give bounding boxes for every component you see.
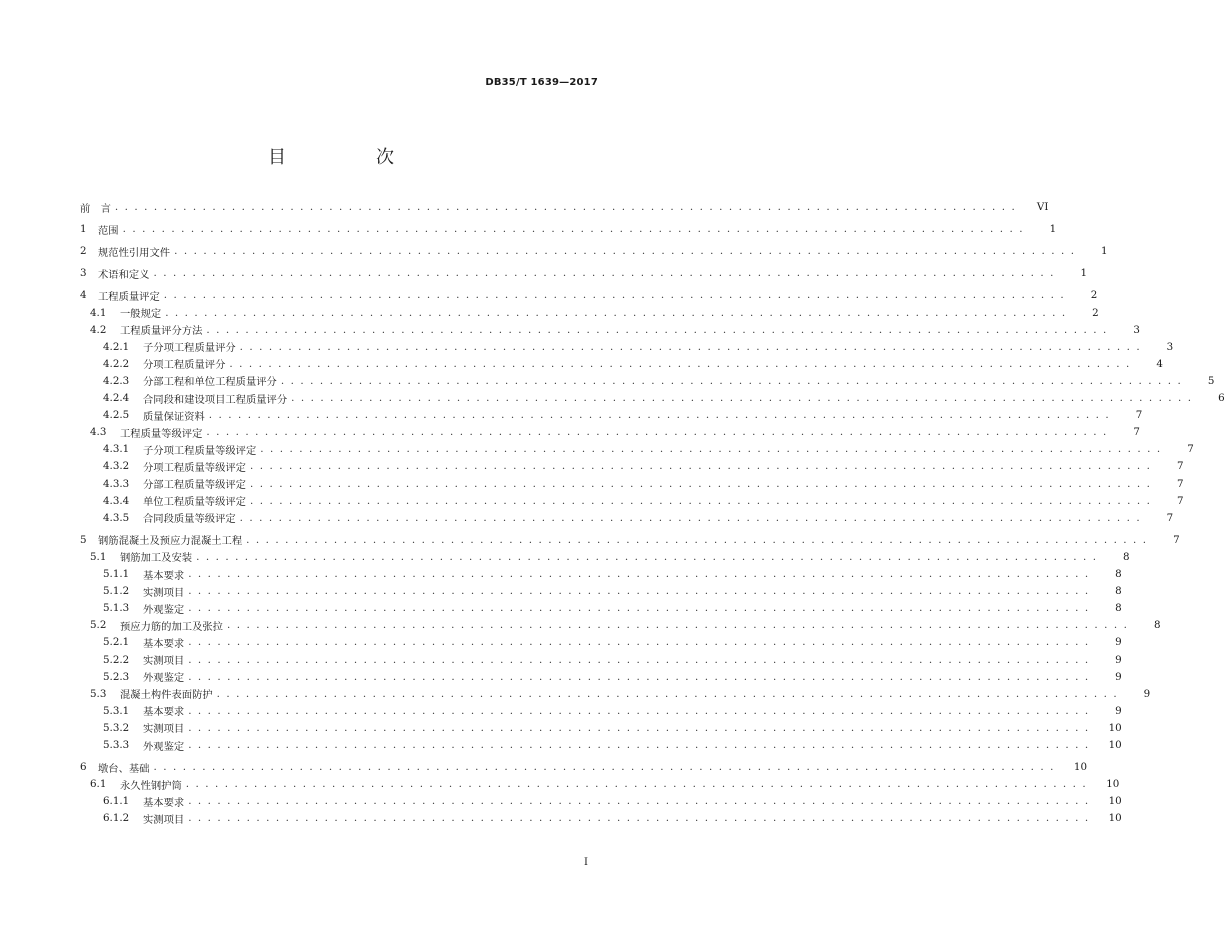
toc-leader-dots: . . . . . . . . . . . . . . . . . . . . . . . . . . . . . . . . . . . . . . . . . . . . . . . . . . . . . . . . . . . . . . . . . . . . . . . . . . . . . . . . . . . . . . . . . . . . . xyxy=(239,511,1142,524)
toc-entry-title: 外观鉴定 xyxy=(143,603,185,616)
toc-entry[interactable] xyxy=(0,339,1174,355)
toc-entry-page: 7 xyxy=(1166,511,1174,524)
toc-leader-dots: . . . . . . . . . . . . . . . . . . . . . . . . . . . . . . . . . . . . . . . . . . . . . . . . . . . . . . . . . . . . . . . . . . . . . . . . . . . . . . . . . . . . . . . . . . . . . xyxy=(188,721,1090,734)
toc-leader-dots: . . . . . . . . . . . . . . . . . . . . . . . . . . . . . . . . . . . . . . . . . . . . . . . . . . . . . . . . . . . . . . . . . . . . . . . . . . . . . . . . . . . . . . . . . . . . . xyxy=(208,409,1111,422)
toc-entry[interactable] xyxy=(0,441,1194,457)
toc-entry-title: 永久性钢护筒 xyxy=(120,779,182,792)
toc-entry-title: 术语和定义 xyxy=(98,268,150,281)
toc-entry-number: 5.1.1 xyxy=(103,568,130,580)
toc-entry[interactable] xyxy=(0,703,1122,719)
toc-leader-dots: . . . . . . . . . . . . . . . . . . . . . . . . . . . . . . . . . . . . . . . . . . . . . . . . . . . . . . . . . . . . . . . . . . . . . . . . . . . . . . . . . . . . . . . . . . . . . xyxy=(246,533,1148,546)
toc-entry[interactable] xyxy=(0,549,1130,565)
page-number: I xyxy=(584,857,588,868)
toc-leader-dots: . . . . . . . . . . . . . . . . . . . . . . . . . . . . . . . . . . . . . . . . . . . . . . . . . . . . . . . . . . . . . . . . . . . . . . . . . . . . . . . . . . . . . . . . . . . . . xyxy=(165,306,1067,319)
toc-entry-page: 7 xyxy=(1133,426,1140,439)
toc-entry-title: 工程质量评定 xyxy=(98,290,160,303)
toc-leader-dots: . . . . . . . . . . . . . . . . . . . . . . . . . . . . . . . . . . . . . . . . . . . . . . . . . . . . . . . . . . . . . . . . . . . . . . . . . . . . . . . . . . . . . . . . . . . . . xyxy=(216,687,1119,700)
toc-entry-number: 1 xyxy=(80,223,87,236)
toc-leader-dots: . . . . . . . . . . . . . . . . . . . . . . . . . . . . . . . . . . . . . . . . . . . . . . . . . . . . . . . . . . . . . . . . . . . . . . . . . . . . . . . . . . . . . . . . . . . . . xyxy=(229,357,1131,370)
toc-entry-title: 混凝土构件表面防护 xyxy=(120,689,213,702)
toc-entry-page: 9 xyxy=(1115,670,1122,683)
toc-entry[interactable] xyxy=(0,305,1099,321)
toc-leader-dots: . . . . . . . . . . . . . . . . . . . . . . . . . . . . . . . . . . . . . . . . . . . . . . . . . . . . . . . . . . . . . . . . . . . . . . . . . . . . . . . . . . . . . . . . . . . . . xyxy=(188,795,1090,808)
toc-entry-title: 实测项目 xyxy=(143,655,185,667)
toc-entry-number: 6.1 xyxy=(90,778,107,791)
toc-leader-dots: . . . . . . . . . . . . . . . . . . . . . . . . . . . . . . . . . . . . . . . . . . . . . . . . . . . . . . . . . . . . . . . . . . . . . . . . . . . . . . . . . . . . . . . . . . . . . xyxy=(114,201,1017,213)
toc-entry-title: 外观鉴定 xyxy=(143,740,185,753)
toc-entry-page: 10 xyxy=(1106,778,1120,791)
toc-entry-page: VI xyxy=(1036,201,1049,213)
toc-leader-dots: . . . . . . . . . . . . . . . . . . . . . . . . . . . . . . . . . . . . . . . . . . . . . . . . . . . . . . . . . . . . . . . . . . . . . . . . . . . . . . . . . . . . . . . . . . . . . xyxy=(188,670,1090,683)
toc-entry-page: 9 xyxy=(1115,636,1122,649)
toc-entry[interactable] xyxy=(0,600,1122,616)
toc-entry-page: 3 xyxy=(1166,340,1174,353)
toc-entry[interactable] xyxy=(0,737,1122,753)
toc-entry-number: 5.3 xyxy=(90,687,107,700)
toc-entry-page: 1 xyxy=(1049,223,1057,236)
toc-entry-number: 4.3.2 xyxy=(103,460,130,473)
toc-leader-dots: . . . . . . . . . . . . . . . . . . . . . . . . . . . . . . . . . . . . . . . . . . . . . . . . . . . . . . . . . . . . . . . . . . . . . . . . . . . . . . . . . . . . . . . . . . . . . xyxy=(206,323,1108,336)
toc-entry-title: 基本要求 xyxy=(143,569,185,582)
toc-entry-number: 4.2.5 xyxy=(103,409,130,422)
toc-entry-title: 合同段质量等级评定 xyxy=(143,513,236,526)
toc-entry-number: 4.3.4 xyxy=(103,494,130,507)
toc-entry-page: 10 xyxy=(1108,812,1122,825)
toc-entry-title: 质量保证资料 xyxy=(143,410,205,423)
toc-leader-dots: . . . . . . . . . . . . . . . . . . . . . . . . . . . . . . . . . . . . . . . . . . . . . . . . . . . . . . . . . . . . . . . . . . . . . . . . . . . . . . . . . . . . . . . . . . . . . xyxy=(174,245,1076,258)
toc-entry[interactable] xyxy=(0,265,1088,281)
toc-entry-number: 5.2.2 xyxy=(103,653,130,666)
toc-entry-title: 子分项工程质量等级评定 xyxy=(143,444,257,457)
toc-entry[interactable] xyxy=(0,287,1098,303)
toc-entry-page: 10 xyxy=(1108,739,1122,751)
toc-entry-page: 7 xyxy=(1176,477,1184,490)
toc-entry-number: 4.1 xyxy=(90,306,107,319)
toc-entry-number: 4.2 xyxy=(90,323,107,336)
toc-leader-dots: . . . . . . . . . . . . . . . . . . . . . . . . . . . . . . . . . . . . . . . . . . . . . . . . . . . . . . . . . . . . . . . . . . . . . . . . . . . . . . . . . . . . . . . . . . . . . xyxy=(188,602,1090,615)
toc-entry-number: 5.2 xyxy=(90,619,107,632)
toc-entry-number: 6 xyxy=(80,761,87,774)
toc-leader-dots: . . . . . . . . . . . . . . . . . . . . . . . . . . . . . . . . . . . . . . . . . . . . . . . . . . . . . . . . . . . . . . . . . . . . . . . . . . . . . . . . . . . . . . . . . . . . . xyxy=(249,494,1152,507)
toc-entry-page: 9 xyxy=(1143,687,1151,700)
toc-entry-page: 8 xyxy=(1115,568,1122,580)
toc-entry[interactable] xyxy=(0,810,1122,826)
toc-entry-page: 1 xyxy=(1101,245,1108,258)
toc-entry-page: 10 xyxy=(1108,795,1122,808)
toc-entry-page: 6 xyxy=(1218,392,1225,404)
toc-entry-title: 单位工程质量等级评定 xyxy=(143,496,246,509)
toc-leader-dots: . . . . . . . . . . . . . . . . . . . . . . . . . . . . . . . . . . . . . . . . . . . . . . . . . . . . . . . . . . . . . . . . . . . . . . . . . . . . . . . . . . . . . . . . . . . . . xyxy=(249,477,1152,490)
toc-entry[interactable] xyxy=(0,458,1184,474)
toc-leader-dots: . . . . . . . . . . . . . . . . . . . . . . . . . . . . . . . . . . . . . . . . . . . . . . . . . . . . . . . . . . . . . . . . . . . . . . . . . . . . . . . . . . . . . . . . . . . . . xyxy=(188,653,1090,666)
toc-entry-page: 9 xyxy=(1115,653,1122,666)
toc-entry-page: 8 xyxy=(1115,585,1122,598)
toc-leader-dots: . . . . . . . . . . . . . . . . . . . . . . . . . . . . . . . . . . . . . . . . . . . . . . . . . . . . . . . . . . . . . . . . . . . . . . . . . . . . . . . . . . . . . . . . . . . . . xyxy=(122,223,1025,236)
toc-entry-number: 6.1.2 xyxy=(103,812,130,825)
toc-entry-title: 分部工程质量等级评定 xyxy=(143,479,246,491)
toc-entry-title: 基本要求 xyxy=(143,796,185,809)
toc-leader-dots: . . . . . . . . . . . . . . . . . . . . . . . . . . . . . . . . . . . . . . . . . . . . . . . . . . . . . . . . . . . . . . . . . . . . . . . . . . . . . . . . . . . . . . . . . . . . . xyxy=(239,340,1142,353)
toc-entry-page: 9 xyxy=(1115,704,1122,717)
toc-entry[interactable] xyxy=(0,759,1088,775)
toc-entry[interactable] xyxy=(0,532,1180,548)
toc-entry-number: 4.2.4 xyxy=(103,392,130,404)
toc-entry[interactable] xyxy=(0,221,1057,237)
toc-entry[interactable] xyxy=(0,652,1122,668)
toc-entry[interactable] xyxy=(0,322,1140,338)
toc-entry[interactable] xyxy=(0,424,1140,440)
toc-entry-number: 4.3 xyxy=(90,426,107,439)
toc-entry-title: 子分项工程质量评分 xyxy=(143,342,236,355)
toc-entry-title: 实测项目 xyxy=(143,586,185,599)
toc-entry-page: 2 xyxy=(1092,306,1099,319)
toc-leader-dots: . . . . . . . . . . . . . . . . . . . . . . . . . . . . . . . . . . . . . . . . . . . . . . . . . . . . . . . . . . . . . . . . . . . . . . . . . . . . . . . . . . . . . . . . . . . . . xyxy=(291,392,1193,404)
toc-entry[interactable] xyxy=(0,407,1143,423)
toc-entry[interactable] xyxy=(0,373,1215,389)
toc-entry[interactable] xyxy=(0,390,1225,406)
toc-entry-number: 5 xyxy=(80,533,87,546)
toc-leader-dots: . . . . . . . . . . . . . . . . . . . . . . . . . . . . . . . . . . . . . . . . . . . . . . . . . . . . . . . . . . . . . . . . . . . . . . . . . . . . . . . . . . . . . . . . . . . . . xyxy=(188,585,1090,598)
toc-entry[interactable] xyxy=(0,669,1122,685)
toc-leader-dots: . . . . . . . . . . . . . . . . . . . . . . . . . . . . . . . . . . . . . . . . . . . . . . . . . . . . . . . . . . . . . . . . . . . . . . . . . . . . . . . . . . . . . . . . . . . . . xyxy=(188,568,1090,580)
toc-leader-dots: . . . . . . . . . . . . . . . . . . . . . . . . . . . . . . . . . . . . . . . . . . . . . . . . . . . . . . . . . . . . . . . . . . . . . . . . . . . . . . . . . . . . . . . . . . . . . xyxy=(188,812,1090,825)
toc-entry-number: 4.3.1 xyxy=(103,443,130,456)
toc-entry-page: 7 xyxy=(1135,409,1143,422)
toc-entry-page: 3 xyxy=(1133,323,1140,336)
toc-entry-number: 4.3.3 xyxy=(103,477,130,490)
toc-entry-page: 1 xyxy=(1080,267,1088,280)
toc-leader-dots: . . . . . . . . . . . . . . . . . . . . . . . . . . . . . . . . . . . . . . . . . . . . . . . . . . . . . . . . . . . . . . . . . . . . . . . . . . . . . . . . . . . . . . . . . . . . . xyxy=(206,426,1108,439)
toc-entry-title: 前 言 xyxy=(80,202,111,215)
toc-entry-number: 5.3.3 xyxy=(103,739,130,751)
toc-leader-dots: . . . . . . . . . . . . . . . . . . . . . . . . . . . . . . . . . . . . . . . . . . . . . . . . . . . . . . . . . . . . . . . . . . . . . . . . . . . . . . . . . . . . . . . . . . . . . xyxy=(196,550,1098,563)
toc-entry[interactable] xyxy=(0,776,1120,792)
toc-leader-dots: . . . . . . . . . . . . . . . . . . . . . . . . . . . . . . . . . . . . . . . . . . . . . . . . . . . . . . . . . . . . . . . . . . . . . . . . . . . . . . . . . . . . . . . . . . . . . xyxy=(153,761,1056,774)
toc-entry-title: 分项工程质量评分 xyxy=(143,359,226,372)
toc-entry-page: 10 xyxy=(1108,721,1122,734)
toc-leader-dots: . . . . . . . . . . . . . . . . . . . . . . . . . . . . . . . . . . . . . . . . . . . . . . . . . . . . . . . . . . . . . . . . . . . . . . . . . . . . . . . . . . . . . . . . . . . . . xyxy=(185,778,1088,791)
toc-entry-title: 预应力筋的加工及张拉 xyxy=(120,620,223,633)
toc-entry[interactable] xyxy=(0,476,1184,492)
toc-entry-number: 2 xyxy=(80,245,87,258)
toc-entry-title: 钢筋加工及安装 xyxy=(120,552,193,565)
toc-entry-number: 4.2.3 xyxy=(103,374,130,387)
toc-leader-dots: . . . . . . . . . . . . . . . . . . . . . . . . . . . . . . . . . . . . . . . . . . . . . . . . . . . . . . . . . . . . . . . . . . . . . . . . . . . . . . . . . . . . . . . . . . . . . xyxy=(163,289,1066,302)
toc-entry-number: 4.2.2 xyxy=(103,357,130,370)
toc-entry-title: 一般规定 xyxy=(120,308,162,320)
toc-entry-title: 钢筋混凝土及预应力混凝土工程 xyxy=(98,535,243,548)
toc-entry-page: 7 xyxy=(1176,460,1184,473)
toc-entry-title: 合同段和建设项目工程质量评分 xyxy=(143,393,288,406)
toc-entry[interactable] xyxy=(0,720,1122,736)
page-title: 目 次 xyxy=(268,147,430,168)
toc-entry-number: 5.2.3 xyxy=(103,670,130,683)
toc-entry-page: 2 xyxy=(1090,289,1098,302)
toc-entry-title: 基本要求 xyxy=(143,706,185,719)
toc-leader-dots: . . . . . . . . . . . . . . . . . . . . . . . . . . . . . . . . . . . . . . . . . . . . . . . . . . . . . . . . . . . . . . . . . . . . . . . . . . . . . . . . . . . . . . . . . . . . . xyxy=(153,267,1056,280)
toc-leader-dots: . . . . . . . . . . . . . . . . . . . . . . . . . . . . . . . . . . . . . . . . . . . . . . . . . . . . . . . . . . . . . . . . . . . . . . . . . . . . . . . . . . . . . . . . . . . . . xyxy=(249,460,1152,473)
toc-entry[interactable] xyxy=(0,199,1049,215)
toc-entry-number: 5.1 xyxy=(90,550,107,563)
toc-leader-dots: . . . . . . . . . . . . . . . . . . . . . . . . . . . . . . . . . . . . . . . . . . . . . . . . . . . . . . . . . . . . . . . . . . . . . . . . . . . . . . . . . . . . . . . . . . . . . xyxy=(226,619,1129,632)
toc-entry-number: 5.3.1 xyxy=(103,704,130,717)
standard-code: DB35/T 1639—2017 xyxy=(485,77,598,88)
toc-entry-title: 范围 xyxy=(98,224,119,237)
toc-entry-title: 分部工程和单位工程质量评分 xyxy=(143,376,277,389)
toc-entry-number: 5.2.1 xyxy=(103,636,130,649)
toc-entry-number: 6.1.1 xyxy=(103,795,130,808)
toc-leader-dots: . . . . . . . . . . . . . . . . . . . . . . . . . . . . . . . . . . . . . . . . . . . . . . . . . . . . . . . . . . . . . . . . . . . . . . . . . . . . . . . . . . . . . . . . . . . . . xyxy=(188,704,1090,717)
toc-entry-page: 8 xyxy=(1153,619,1161,632)
toc-entry[interactable] xyxy=(0,583,1122,599)
toc-entry-page: 5 xyxy=(1207,374,1215,387)
toc-entry[interactable] xyxy=(0,243,1108,259)
toc-entry[interactable] xyxy=(0,493,1184,509)
toc-entry-page: 4 xyxy=(1156,357,1163,370)
toc-entry-number: 3 xyxy=(80,267,87,280)
toc-entry-title: 实测项目 xyxy=(143,723,185,736)
toc-entry-page: 7 xyxy=(1187,443,1194,456)
toc-entry-title: 实测项目 xyxy=(143,813,185,826)
toc-leader-dots: . . . . . . . . . . . . . . . . . . . . . . . . . . . . . . . . . . . . . . . . . . . . . . . . . . . . . . . . . . . . . . . . . . . . . . . . . . . . . . . . . . . . . . . . . . . . . xyxy=(260,443,1162,456)
toc-entry-title: 墩台、基础 xyxy=(98,762,150,775)
toc-entry-title: 基本要求 xyxy=(143,637,185,650)
toc-entry[interactable] xyxy=(0,793,1122,809)
toc-leader-dots: . . . . . . . . . . . . . . . . . . . . . . . . . . . . . . . . . . . . . . . . . . . . . . . . . . . . . . . . . . . . . . . . . . . . . . . . . . . . . . . . . . . . . . . . . . . . . xyxy=(280,374,1183,387)
toc-entry-number: 5.3.2 xyxy=(103,721,130,734)
toc-entry-title: 规范性引用文件 xyxy=(98,246,171,259)
toc-entry-title: 工程质量等级评定 xyxy=(120,427,203,440)
toc-entry-page: 8 xyxy=(1123,550,1130,563)
toc-entry-page: 7 xyxy=(1173,533,1180,546)
toc-entry-title: 外观鉴定 xyxy=(143,672,185,685)
toc-entry[interactable] xyxy=(0,617,1161,633)
toc-entry[interactable] xyxy=(0,686,1151,702)
toc-leader-dots: . . . . . . . . . . . . . . . . . . . . . . . . . . . . . . . . . . . . . . . . . . . . . . . . . . . . . . . . . . . . . . . . . . . . . . . . . . . . . . . . . . . . . . . . . . . . . xyxy=(188,636,1090,649)
toc-entry-number: 5.1.3 xyxy=(103,602,130,615)
toc-entry[interactable] xyxy=(0,356,1163,372)
toc-entry[interactable] xyxy=(0,566,1122,582)
toc-leader-dots: . . . . . . . . . . . . . . . . . . . . . . . . . . . . . . . . . . . . . . . . . . . . . . . . . . . . . . . . . . . . . . . . . . . . . . . . . . . . . . . . . . . . . . . . . . . . . xyxy=(188,739,1090,751)
toc-entry-number: 4.3.5 xyxy=(103,511,130,524)
toc-entry-number: 4 xyxy=(80,289,87,302)
toc-entry-page: 10 xyxy=(1073,761,1088,774)
toc-entry[interactable] xyxy=(0,510,1174,526)
toc-entry-number: 4.2.1 xyxy=(103,340,130,353)
toc-entry-page: 7 xyxy=(1176,494,1184,507)
toc-entry[interactable] xyxy=(0,634,1122,650)
toc-entry-title: 分项工程质量等级评定 xyxy=(143,461,246,474)
toc-entry-title: 工程质量评分方法 xyxy=(120,325,203,338)
toc-entry-page: 8 xyxy=(1115,602,1122,615)
toc-entry-number: 5.1.2 xyxy=(103,585,130,598)
